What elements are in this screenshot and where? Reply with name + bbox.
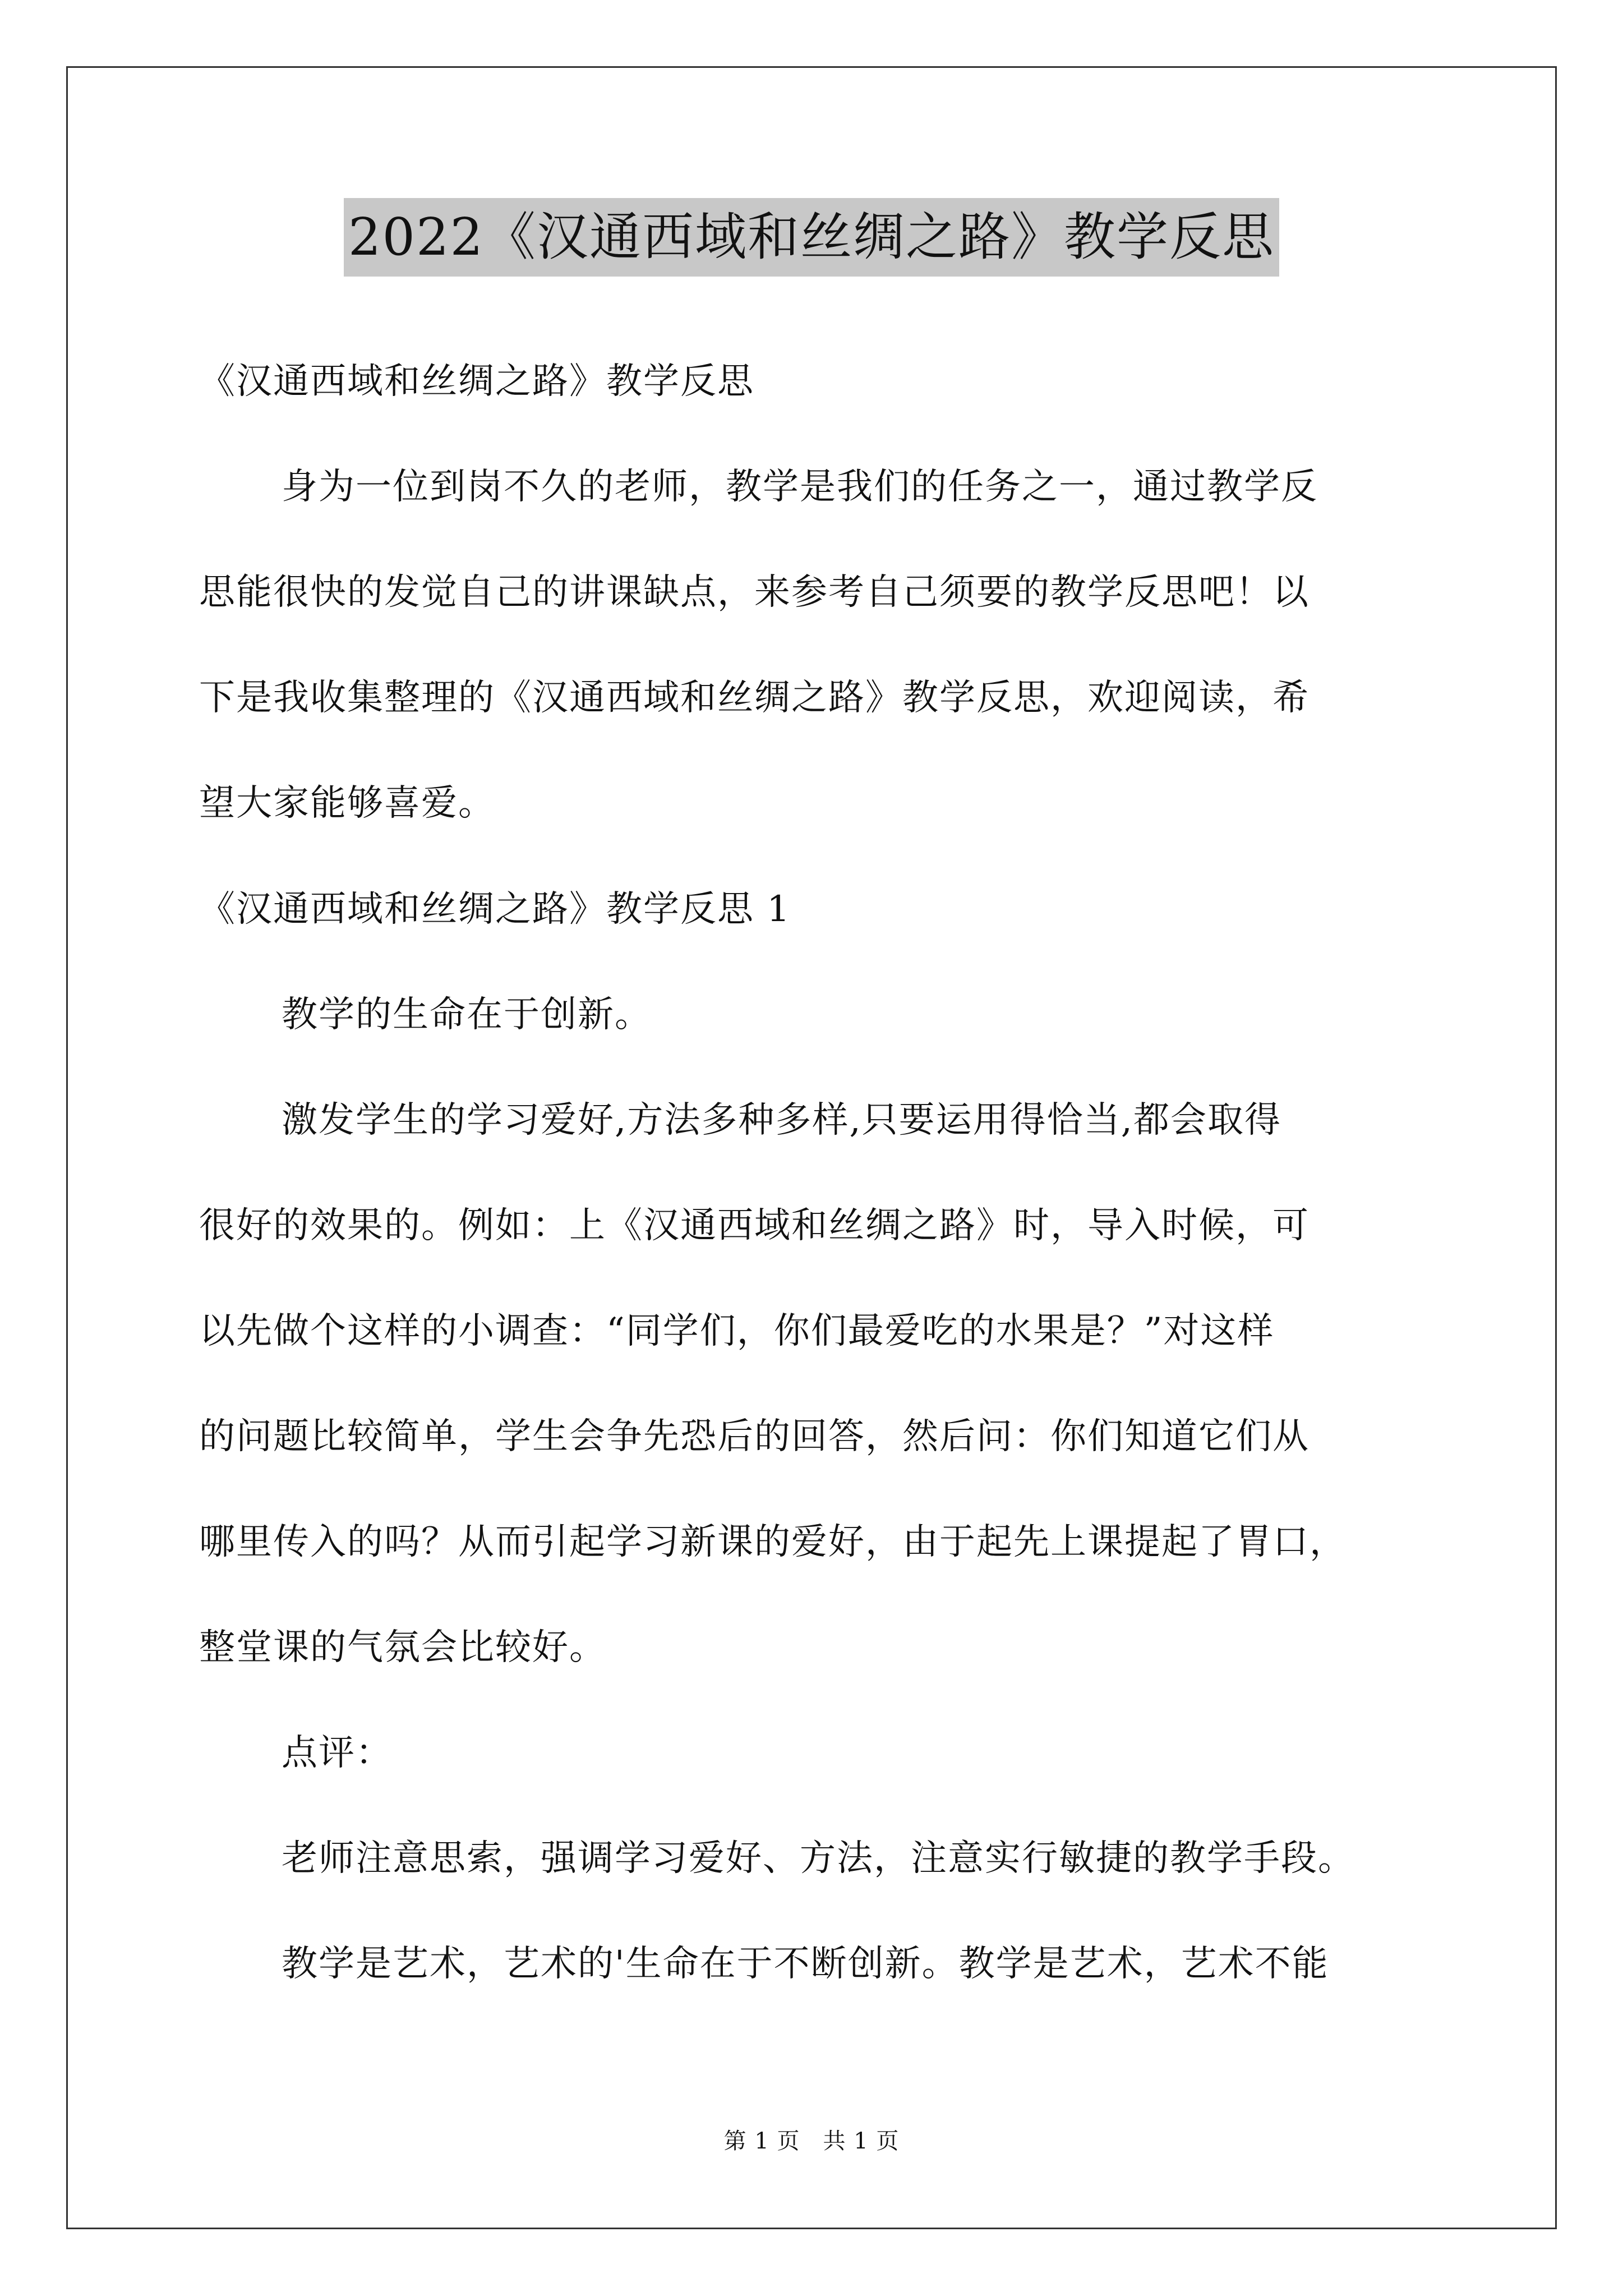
body-line: 的问题比较简单，学生会争先恐后的回答，然后问：你们知道它们从 bbox=[199, 1416, 1310, 1457]
body-line: 思能很快的发觉自己的讲课缺点，来参考自己须要的教学反思吧！以 bbox=[199, 572, 1310, 613]
body-line: 整堂课的气氛会比较好。 bbox=[199, 1627, 606, 1668]
body-line: 教学的生命在于创新。 bbox=[282, 994, 652, 1036]
page-footer: 第 1 页 共 1 页 bbox=[723, 2128, 900, 2154]
document-title: 2022《汉通西域和丝绸之路》教学反思 bbox=[344, 198, 1279, 277]
body-line: 老师注意思索，强调学习爱好、方法，注意实行敏捷的教学手段。 bbox=[282, 1838, 1355, 1879]
body-line: 以先做个这样的小调查：“同学们，你们最爱吃的水果是？”对这样 bbox=[199, 1310, 1275, 1352]
section-heading: 《汉通西域和丝绸之路》教学反思 1 bbox=[199, 889, 791, 930]
body-line: 望大家能够喜爱。 bbox=[199, 783, 495, 824]
body-line: 教学是艺术，艺术的'生命在于不断创新。教学是艺术，艺术不能 bbox=[282, 1943, 1329, 1985]
body-line: 激发学生的学习爱好,方法多种多样,只要运用得恰当,都会取得 bbox=[282, 1099, 1282, 1141]
comment-label: 点评： bbox=[282, 1732, 393, 1774]
body-line: 哪里传入的吗？从而引起学习新课的爱好，由于起先上课提起了胃口， bbox=[199, 1521, 1347, 1563]
body-line: 很好的效果的。例如：上《汉通西域和丝绸之路》时，导入时候，可 bbox=[199, 1205, 1310, 1246]
body-line: 下是我收集整理的《汉通西域和丝绸之路》教学反思，欢迎阅读，希 bbox=[199, 677, 1310, 719]
subtitle-line: 《汉通西域和丝绸之路》教学反思 bbox=[199, 361, 754, 402]
body-line: 身为一位到岗不久的老师，教学是我们的任务之一，通过教学反 bbox=[282, 466, 1318, 508]
title-container bbox=[0, 198, 1623, 277]
